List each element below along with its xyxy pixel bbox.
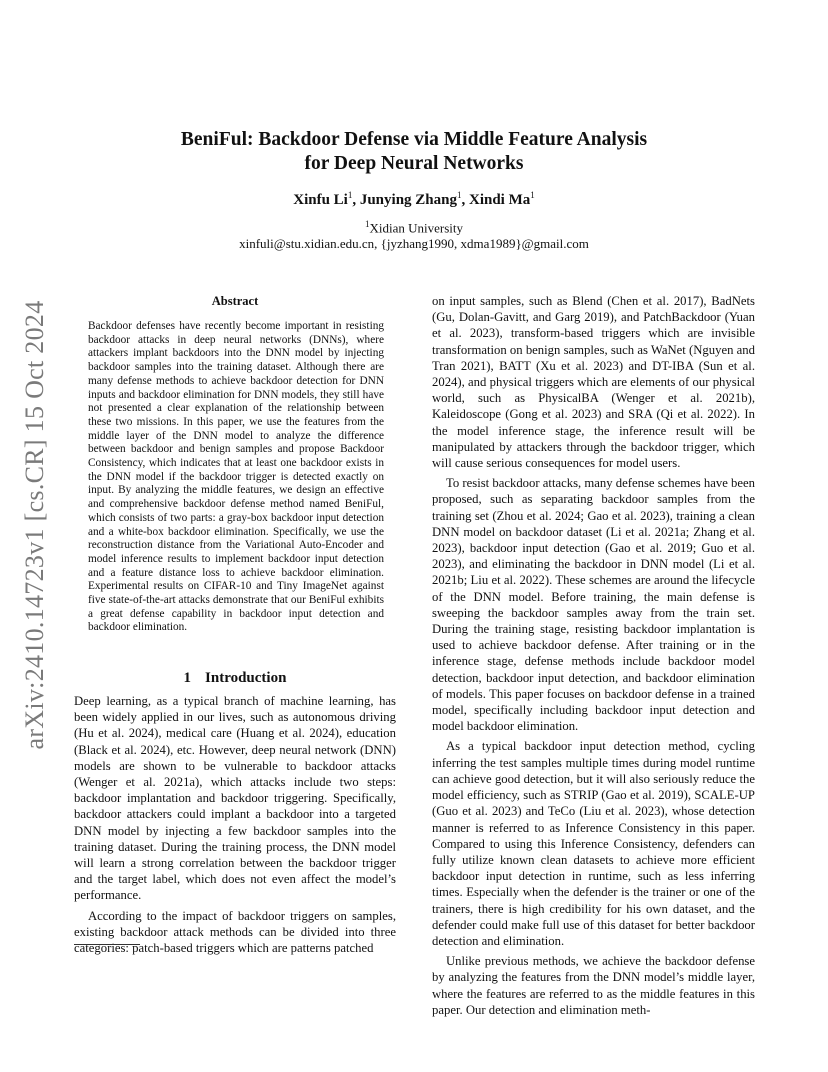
author-separator: , xyxy=(461,192,469,208)
title-line-1: BeniFul: Backdoor Defense via Middle Feature Analysis xyxy=(180,129,648,150)
author-emails: xinfuli@stu.xidian.edu.cn, {jyzhang1990, xdma1989}@gmail.com xyxy=(239,236,589,252)
right-column-body xyxy=(432,293,755,1022)
affiliation-name: Xidian University xyxy=(369,220,463,236)
author-name: Junying Zhang xyxy=(359,192,457,208)
affiliation-line xyxy=(80,216,748,236)
paper-title xyxy=(80,128,748,176)
abstract-text: Backdoor defenses have recently become important in resisting backdoor attacks in deep neural networks (DNNs), where attackers implant backdoors into the DNN model by injecting backdoor samples into the training dataset. Although there are many defense methods to achieve backdoor detection for DNN inputs and backdoor elimination for DNN models, they still have not presented a clear explanation of the relationship between these two missions. In this paper, we use the features from the middle layer of the DNN model to analyze the difference between backdoor and benign samples and propose Backdoor Consistency, which indicates that at least one backdoor exists in the DNN model if the backdoor trigger is detected exactly on input. By analyzing the middle features, we design an effective and comprehensive backdoor defense method named BeniFul, which consists of two parts: a gray-box backdoor input detection and a white-box backdoor elimination. Specifically, we use the reconstruction distance from the Variational Auto-Encoder and model inference results to implement backdoor input detection and a feature distance loss to achieve backdoor elimination. Experimental results on CIFAR-10 and Tiny ImageNet against five state-of-the-art attacks demonstrate that our BeniFul exhibits a great defense capability in backdoor input detection and backdoor elimination. xyxy=(88,320,384,634)
body-paragraph: To resist backdoor attacks, many defense schemes have been proposed, such as separating backdoor samples from the training set (Zhou et al. 2024; Gao et al. 2023), training a clean DNN model on backdoor dataset (Li et al. 2021a; Zhang et al. 2023), backdoor input detection (Gao et al. 2019; Guo et al. 2023), and eliminating the backdoor in DNN model (Li et al. 2021b; Liu et al. 2022). These schemes are around the lifecycle of the DNN model. Before training, the main defense is sweeping the backdoor samples away from the train set. During the training stage, resisting backdoor implantation is used to achieve backdoor defense. After training or in the inference stage, defense methods include backdoor model detection, backdoor input detection, and backdoor elimination of models. This paper focuses on backdoor defense in a trained model, specifically including backdoor input detection and model backdoor elimination. xyxy=(432,476,755,734)
left-column-body xyxy=(74,693,396,960)
section-heading xyxy=(74,670,396,687)
footnote-divider xyxy=(74,944,140,945)
author-affil-mark: 1 xyxy=(530,190,535,200)
arxiv-identifier xyxy=(14,290,56,760)
section-number: 1 xyxy=(183,670,192,686)
body-paragraph: As a typical backdoor input detection method, cycling inferring the test samples multiple times during model runtime can achieve good detection, but it will also seriously reduce the model efficiency, such as STRIP (Gao et al. 2019), SCALE-UP (Guo et al. 2023) and TeCo (Liu et al. 2023), whose detection manner is referred to as Inference Consistency in this paper. Compared to using this Inference Consistency, defenders can fully utilize known clean datasets to achieve more efficient backdoor input detection in runtime, such as less inferring times. Especially when the defender is the trainer or one of the trainers, there is high credibility for his own dataset, and the defender could make full use of this dataset for better backdoor detection and elimination. xyxy=(432,739,755,948)
author-list xyxy=(80,190,748,209)
author-separator: , xyxy=(352,192,360,208)
author-affil-mark: 1 xyxy=(347,190,353,200)
author-affil-mark: 1 xyxy=(456,190,462,200)
abstract-heading: Abstract xyxy=(211,294,259,308)
arxiv-id-text: arXiv:2410.14723v1 [cs.CR] 15 Oct 2024 xyxy=(20,300,49,750)
affiliation-mark: 1 xyxy=(364,219,370,229)
section-title: Introduction xyxy=(205,670,287,686)
body-paragraph: According to the impact of backdoor triggers on samples, existing backdoor attack methods can be divided into three categories: patch-based triggers which are patterns patched xyxy=(74,908,396,956)
affiliation-block xyxy=(80,216,748,252)
body-paragraph: on input samples, such as Blend (Chen et al. 2017), BadNets (Gu, Dolan-Gavitt, and Garg 2019), and PatchBackdoor (Yuan et al. 2023), transform-based triggers which are invisible transformation on benign samples, such as WaNet (Nguyen and Tran 2021), BATT (Xu et al. 2023) and DT-IBA (Sun et al. 2024), and physical triggers which are elements of our physical world, such as PhysicalBA (Wenger et al. 2021b), Kaleidoscope (Gong et al. 2023) and SRA (Qi et al. 2022). In the model inference stage, the inference result will be manipulated by attackers through the backdoor trigger, which will cause serious consequences for model users. xyxy=(432,294,755,471)
title-line-2: for Deep Neural Networks xyxy=(304,153,524,174)
author-name: Xinfu Li xyxy=(293,192,348,208)
author-name: Xindi Ma xyxy=(468,192,531,208)
body-paragraph: Deep learning, as a typical branch of machine learning, has been widely applied in our lives, such as autonomous driving (Hu et al. 2024), medical care (Huang et al. 2024), education (Black et al. 2024), etc. However, deep neural network (DNN) models are shown to be vulnerable to backdoor attacks (Wenger et al. 2021a), which attacks include two steps: backdoor implantation and backdoor triggering. Specifically, backdoor attackers could implant a backdoor into a targeted DNN model by injecting a few backdoor samples into the training dataset. During the training process, the DNN model will learn a strong correlation between the backdoor trigger and the target label, which does not even affect the model’s performance. xyxy=(74,694,396,903)
body-paragraph: Unlike previous methods, we achieve the backdoor defense by analyzing the features from the DNN model’s middle layer, where the features are referred to as the middle features in this paper. Our detection and elimination meth- xyxy=(432,954,755,1017)
